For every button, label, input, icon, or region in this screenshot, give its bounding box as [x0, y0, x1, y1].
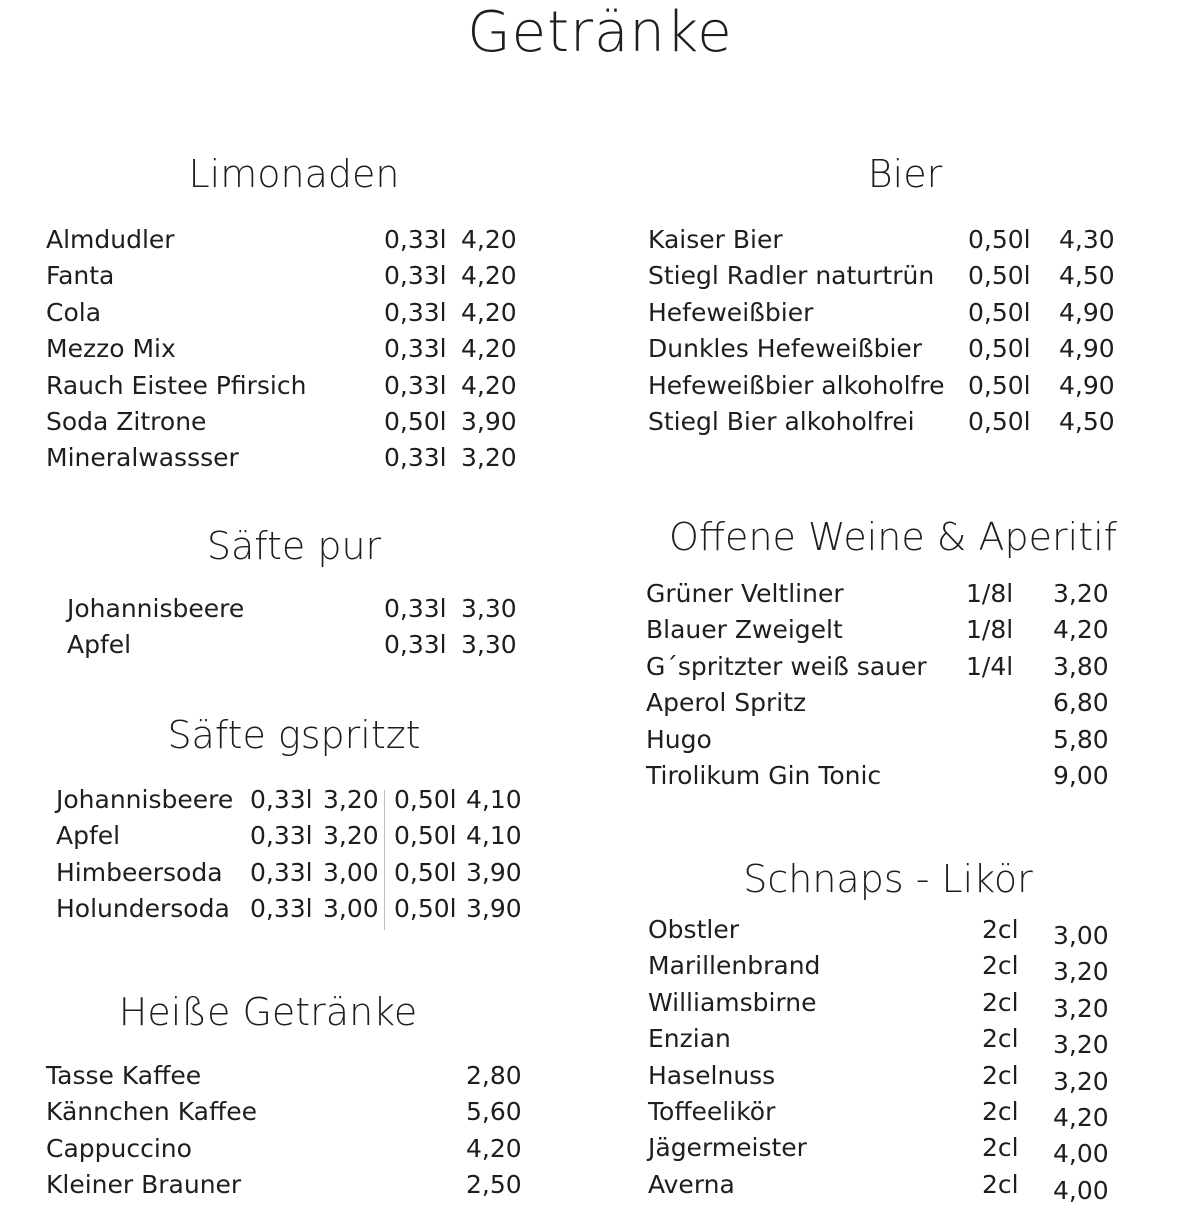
list-item	[648, 985, 1148, 1021]
item-name: Haselnuss	[648, 1060, 776, 1090]
item-price: 4,90	[1059, 334, 1115, 364]
item-name: Jägermeister	[648, 1133, 807, 1163]
item-name: Almdudler	[46, 225, 175, 254]
item-size: 0,50l	[968, 261, 1031, 291]
item-size: 0,33l	[384, 594, 447, 623]
item-name: Williamsbirne	[648, 987, 817, 1017]
item-size: 2cl	[982, 1060, 1019, 1090]
item-price: 2,80	[466, 1061, 522, 1090]
item-name: Johannisbeere	[56, 785, 234, 814]
heading-limonaden: Limonaden	[188, 152, 400, 196]
item-size-large: 0,50l	[394, 857, 457, 887]
list-item	[46, 1167, 526, 1203]
item-size: 2cl	[982, 987, 1019, 1017]
list-item	[648, 1130, 1148, 1169]
heading-saefte-pur: Säfte pur	[206, 524, 382, 568]
item-size: 0,50l	[968, 297, 1031, 327]
item-price: 3,20	[461, 443, 517, 473]
list-item	[56, 818, 536, 854]
item-size: 0,50l	[968, 370, 1031, 400]
list-item	[46, 331, 526, 367]
item-size: 2cl	[982, 1133, 1019, 1163]
item-price: 4,00	[1053, 1139, 1109, 1169]
item-size: 2cl	[982, 1169, 1019, 1199]
list-item	[46, 258, 526, 294]
item-size: 1/4l	[966, 651, 1014, 681]
item-name: Stiegl Bier alkoholfrei	[648, 406, 915, 436]
item-size: 0,50l	[968, 406, 1031, 436]
item-price: 3,80	[1053, 651, 1109, 681]
list-item	[648, 912, 1148, 948]
list-item	[46, 1131, 526, 1167]
item-name: Kleiner Brauner	[46, 1170, 242, 1200]
list-item	[46, 440, 526, 476]
item-name: Himbeersoda	[56, 857, 223, 887]
item-name: Tasse Kaffee	[46, 1061, 202, 1090]
item-size: 2cl	[982, 1096, 1019, 1126]
list-item	[648, 222, 1148, 258]
item-price: 5,80	[1053, 724, 1109, 754]
item-size: 0,50l	[968, 225, 1031, 254]
item-price: 4,90	[1059, 297, 1115, 327]
item-name: Tirolikum Gin Tonic	[646, 760, 882, 790]
item-price: 4,00	[1053, 1175, 1109, 1205]
item-size: 0,33l	[384, 630, 447, 660]
item-price: 3,20	[1053, 993, 1109, 1023]
item-price: 5,60	[466, 1097, 522, 1127]
item-price: 4,20	[1053, 1102, 1109, 1132]
item-size-small: 0,33l	[250, 785, 313, 814]
item-name: Aperol Spritz	[646, 688, 807, 718]
item-name: G´spritzter weiß sauer	[646, 651, 927, 681]
item-price-small: 3,20	[323, 821, 379, 851]
list-item	[646, 612, 1146, 648]
item-name: Toffeelikör	[648, 1096, 776, 1126]
item-price: 6,80	[1053, 688, 1109, 718]
item-price: 3,20	[1053, 579, 1109, 608]
list-item	[648, 1094, 1148, 1130]
item-price-large: 3,90	[466, 894, 522, 924]
item-price: 4,20	[461, 225, 517, 254]
item-name: Averna	[648, 1169, 735, 1199]
list-item	[46, 1058, 526, 1094]
item-size-small: 0,33l	[250, 821, 313, 851]
list-item	[56, 855, 536, 891]
list-item	[56, 891, 536, 927]
item-price: 3,90	[461, 406, 517, 436]
list-weine	[646, 576, 1146, 794]
item-size: 0,50l	[384, 406, 447, 436]
list-item	[46, 222, 526, 258]
item-price: 4,20	[1053, 615, 1109, 645]
list-item	[46, 368, 526, 404]
list-item	[648, 258, 1148, 294]
list-bier	[648, 222, 1148, 440]
list-item	[648, 948, 1148, 987]
item-size: 0,33l	[384, 334, 447, 364]
list-item	[648, 1021, 1148, 1060]
list-item	[646, 576, 1146, 612]
item-price: 3,00	[1053, 921, 1109, 950]
item-price: 4,20	[461, 334, 517, 364]
item-name: Hugo	[646, 724, 712, 754]
item-size: 0,33l	[384, 261, 447, 291]
item-price: 9,00	[1053, 760, 1109, 790]
item-size: 2cl	[982, 1024, 1019, 1054]
item-name: Hefeweißbier alkoholfre	[648, 370, 945, 400]
list-item	[648, 404, 1148, 440]
list-item	[646, 758, 1146, 794]
list-heisse-getraenke	[46, 1058, 526, 1204]
item-name: Holundersoda	[56, 894, 230, 924]
heading-schnaps: Schnaps - Likör	[743, 857, 1033, 901]
list-item	[646, 649, 1146, 685]
item-price-large: 4,10	[466, 821, 522, 851]
heading-saefte-gspritzt: Säfte gspritzt	[167, 713, 421, 757]
item-size-large: 0,50l	[394, 785, 457, 814]
item-name: Apfel	[56, 821, 121, 851]
item-name: Fanta	[46, 261, 115, 291]
list-item	[648, 331, 1148, 367]
item-size-large: 0,50l	[394, 821, 457, 851]
item-size-small: 0,33l	[250, 894, 313, 924]
item-size: 2cl	[982, 951, 1019, 981]
item-price-large: 3,90	[466, 857, 522, 887]
item-size: 0,33l	[384, 370, 447, 400]
item-size-small: 0,33l	[250, 857, 313, 887]
item-price-small: 3,00	[323, 894, 379, 924]
item-price: 4,90	[1059, 370, 1115, 400]
item-name: Blauer Zweigelt	[646, 615, 843, 645]
list-item	[646, 685, 1146, 721]
item-size: 1/8l	[966, 579, 1014, 608]
list-item	[648, 1058, 1148, 1094]
item-size: 0,33l	[384, 297, 447, 327]
item-name: Kaiser Bier	[648, 225, 783, 254]
list-schnaps	[648, 912, 1148, 1203]
item-name: Rauch Eistee Pfirsich	[46, 370, 307, 400]
item-price-small: 3,00	[323, 857, 379, 887]
item-price-large: 4,10	[466, 785, 522, 814]
page-title: Getränke	[467, 0, 733, 65]
list-item	[46, 1094, 526, 1130]
item-price: 4,30	[1059, 225, 1115, 254]
list-item	[646, 722, 1146, 758]
item-price: 3,20	[1053, 1030, 1109, 1060]
heading-heisse-getraenke: Heiße Getränke	[118, 990, 418, 1034]
item-name: Cappuccino	[46, 1133, 192, 1163]
list-item	[46, 404, 526, 440]
item-size: 0,50l	[968, 334, 1031, 364]
item-price: 2,50	[466, 1170, 522, 1200]
heading-weine: Offene Weine & Aperitif	[668, 515, 1118, 559]
list-saefte-gspritzt	[56, 782, 536, 928]
item-size: 1/8l	[966, 615, 1014, 645]
item-name: Marillenbrand	[648, 951, 821, 981]
item-price: 3,20	[1053, 957, 1109, 987]
item-price: 4,50	[1059, 261, 1115, 291]
item-size: 0,33l	[384, 443, 447, 473]
item-name: Mezzo Mix	[46, 334, 176, 364]
item-name: Obstler	[648, 915, 739, 944]
item-price: 3,20	[1053, 1066, 1109, 1096]
list-item	[67, 627, 527, 663]
item-price-small: 3,20	[323, 785, 379, 814]
item-name: Enzian	[648, 1024, 731, 1054]
item-price: 4,20	[461, 261, 517, 291]
item-name: Soda Zitrone	[46, 406, 207, 436]
item-size: 0,33l	[384, 225, 447, 254]
item-price: 4,20	[466, 1133, 522, 1163]
list-item	[648, 1167, 1148, 1203]
item-name: Stiegl Radler naturtrün	[648, 261, 935, 291]
item-price: 3,30	[461, 630, 517, 660]
item-name: Cola	[46, 297, 102, 327]
item-name: Johannisbeere	[67, 594, 245, 623]
list-item	[46, 295, 526, 331]
list-item	[67, 591, 527, 627]
item-name: Grüner Veltliner	[646, 579, 844, 608]
heading-bier: Bier	[867, 152, 943, 196]
item-name: Dunkles Hefeweißbier	[648, 334, 923, 364]
item-price: 4,20	[461, 370, 517, 400]
item-price: 3,30	[461, 594, 517, 623]
list-item	[56, 782, 536, 818]
list-item	[648, 295, 1148, 331]
item-name: Apfel	[67, 630, 132, 660]
item-size: 2cl	[982, 915, 1019, 944]
list-limonaden	[46, 222, 526, 477]
item-price: 4,50	[1059, 406, 1115, 436]
item-price: 4,20	[461, 297, 517, 327]
item-size-large: 0,50l	[394, 894, 457, 924]
list-item	[648, 368, 1148, 404]
item-name: Kännchen Kaffee	[46, 1097, 257, 1127]
item-name: Hefeweißbier	[648, 297, 814, 327]
list-saefte-pur	[67, 591, 527, 664]
item-name: Mineralwassser	[46, 443, 239, 473]
